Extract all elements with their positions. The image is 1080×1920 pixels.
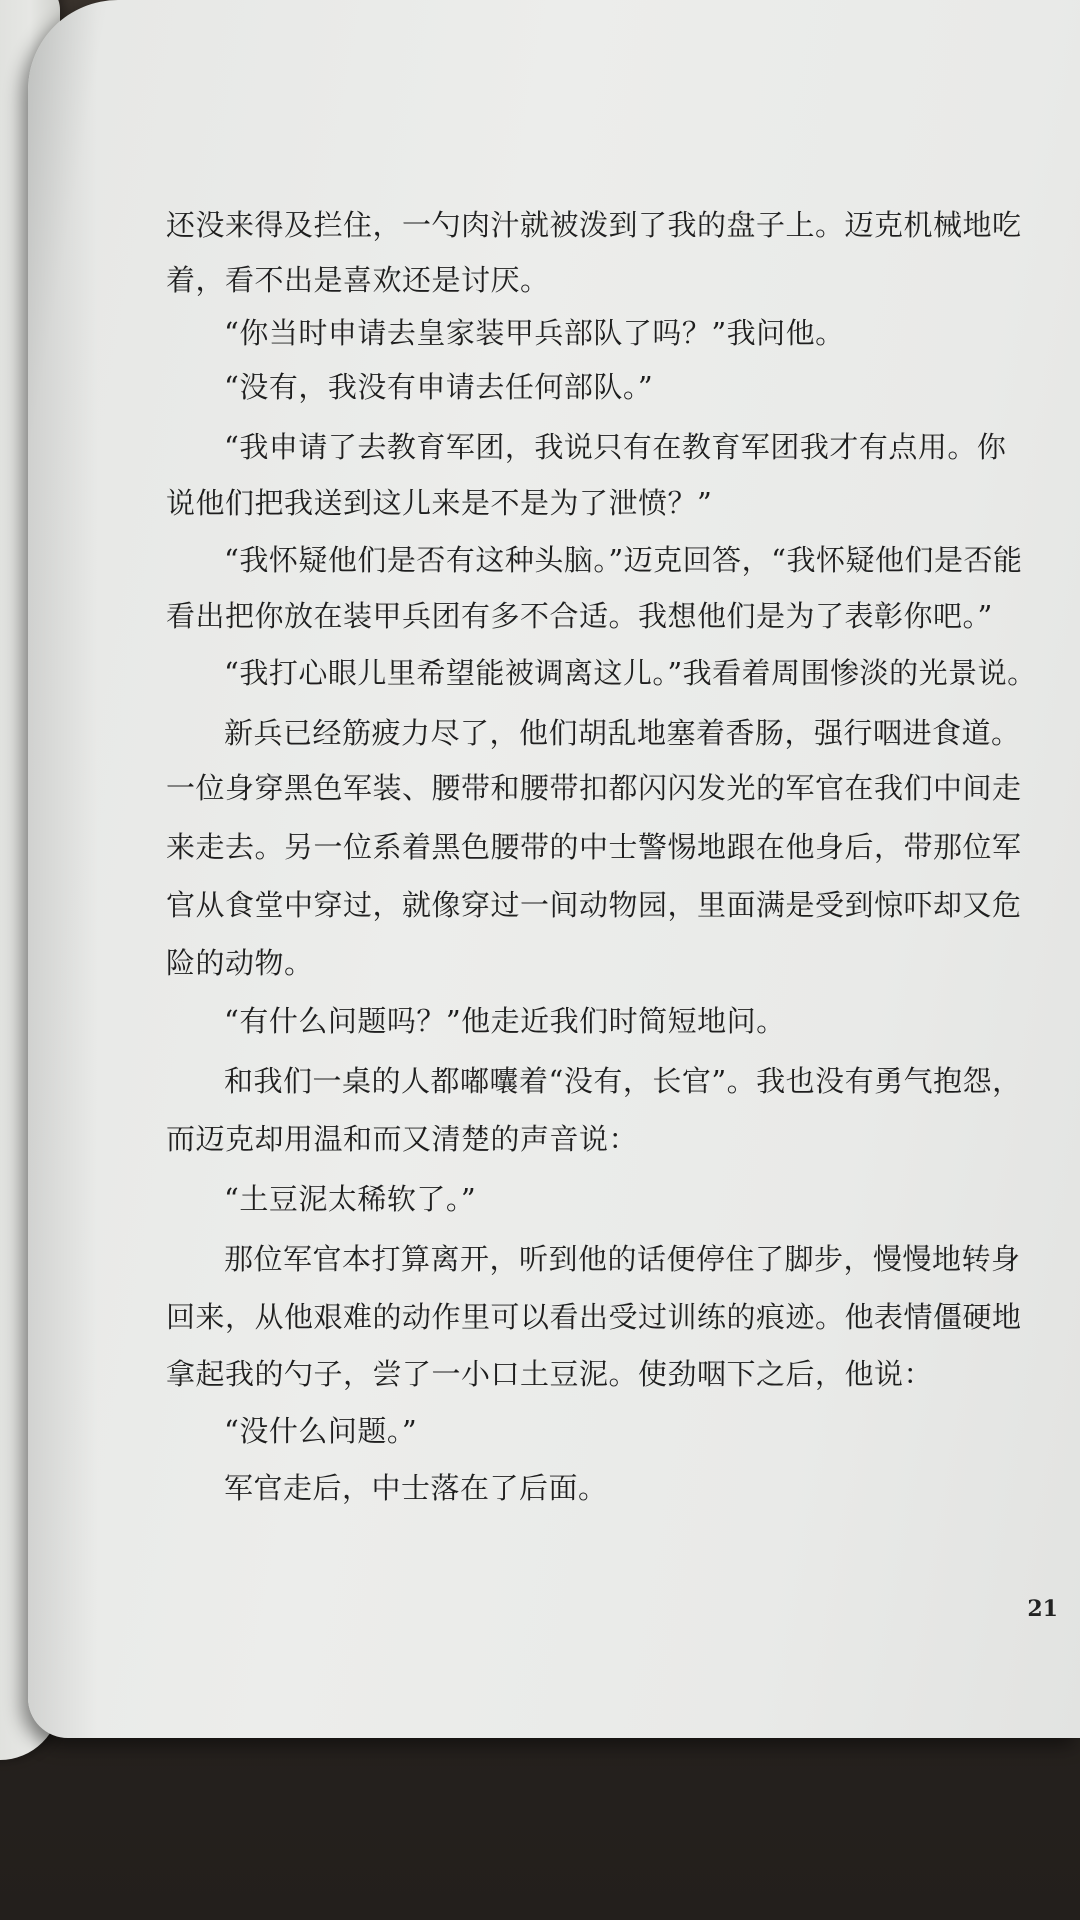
text-line: 新兵已经筋疲力尽了，他们胡乱地塞着香肠，强行咽进食道。 xyxy=(224,716,1021,750)
text-line: “没有，我没有申请去任何部队。” xyxy=(224,370,654,404)
text-line: “我打心眼儿里希望能被调离这儿。”我看着周围惨淡的光景说。 xyxy=(224,656,1037,690)
text-line: “我申请了去教育军团，我说只有在教育军团我才有点用。你 xyxy=(224,430,1007,464)
text-line: “土豆泥太稀软了。” xyxy=(224,1182,477,1216)
text-line: 一位身穿黑色军装、腰带和腰带扣都闪闪发光的军官在我们中间走 xyxy=(166,771,1022,805)
text-line: 拿起我的勺子，尝了一小口土豆泥。使劲咽下之后，他说： xyxy=(166,1357,934,1391)
text-line: 还没来得及拦住，一勺肉汁就被泼到了我的盘子上。迈克机械地吃 xyxy=(166,208,1022,242)
text-line: 说他们把我送到这儿来是不是为了泄愤？” xyxy=(166,486,713,520)
text-line: “没什么问题。” xyxy=(224,1414,418,1448)
text-line: “你当时申请去皇家装甲兵部队了吗？”我问他。 xyxy=(224,316,845,350)
text-line: “有什么问题吗？”他走近我们时简短地问。 xyxy=(224,1004,786,1038)
text-line: 官从食堂中穿过，就像穿过一间动物园，里面满是受到惊吓却又危 xyxy=(166,888,1022,922)
text-line: 着，看不出是喜欢还是讨厌。 xyxy=(166,263,550,297)
text-line: 和我们一桌的人都嘟囔着“没有，长官”。我也没有勇气抱怨， xyxy=(224,1064,1022,1098)
text-line: “我怀疑他们是否有这种头脑。”迈克回答，“我怀疑他们是否能 xyxy=(224,543,1023,577)
text-line: 看出把你放在装甲兵团有多不合适。我想他们是为了表彰你吧。” xyxy=(166,599,993,633)
page-number: 21 xyxy=(1027,1596,1058,1622)
text-line: 那位军官本打算离开，听到他的话便停住了脚步，慢慢地转身 xyxy=(224,1242,1021,1276)
text-line: 而迈克却用温和而又清楚的声音说： xyxy=(166,1122,639,1156)
text-line: 回来，从他艰难的动作里可以看出受过训练的痕迹。他表情僵硬地 xyxy=(166,1300,1022,1334)
text-line: 来走去。另一位系着黑色腰带的中士警惕地跟在他身后，带那位军 xyxy=(166,830,1022,864)
text-line: 军官走后，中士落在了后面。 xyxy=(224,1471,608,1505)
text-line: 险的动物。 xyxy=(166,946,314,980)
book-page xyxy=(28,0,1080,1738)
